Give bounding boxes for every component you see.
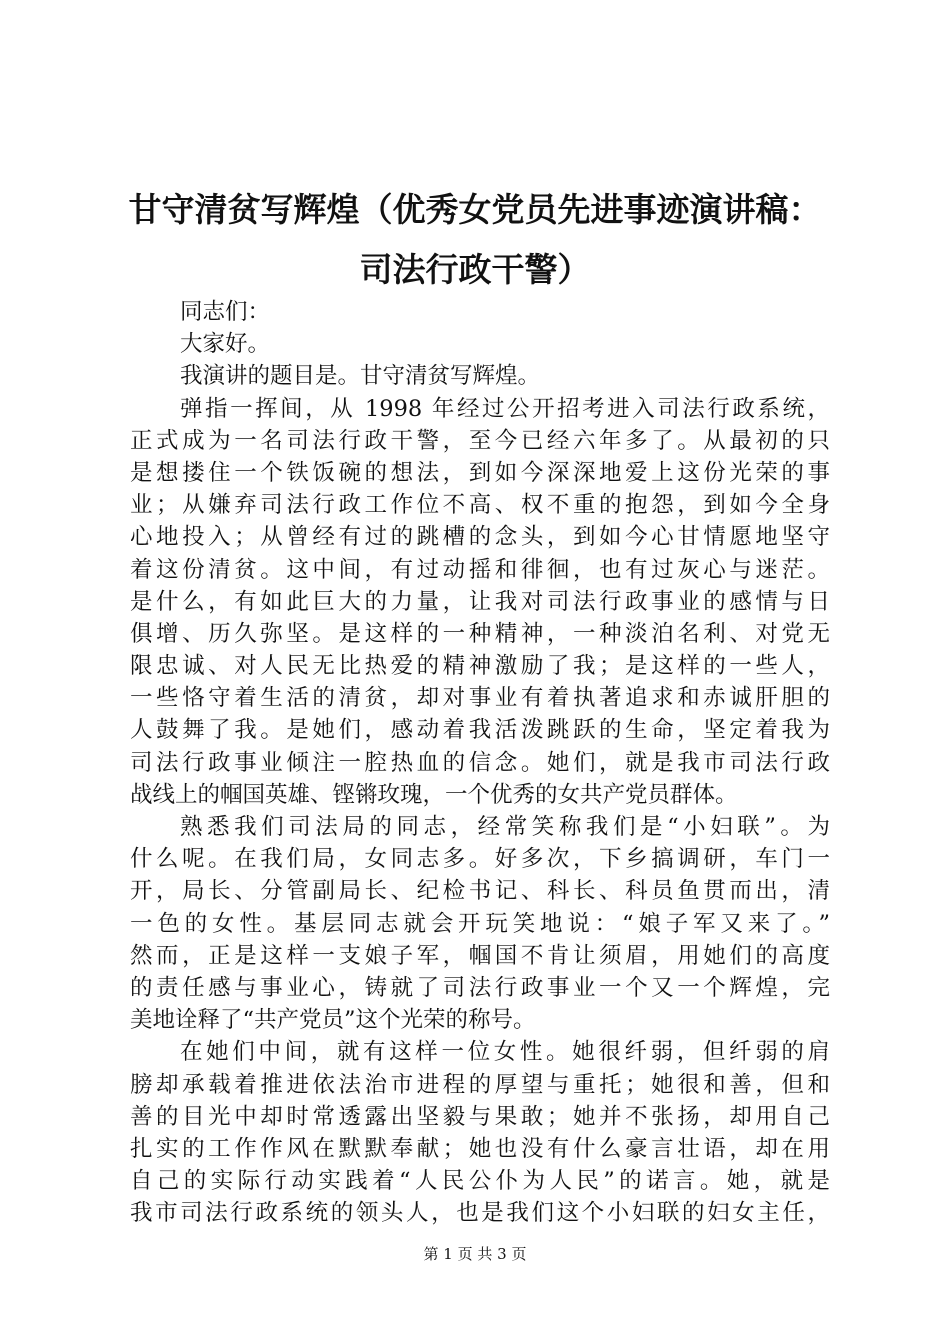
body-text-line: 我演讲的题目是。甘守清贫写辉煌。 [180,363,541,390]
page-footer: 第 1 页 共 3 页 [423,1245,527,1263]
body-text-line: 在她们中间，就有这样一位女性。她很纤弱，但纤弱的肩 [180,1039,830,1066]
body-text-line: 业；从嫌弃司法行政工作位不高、权不重的抱怨，到如今全身 [130,492,830,519]
body-text-line: 人鼓舞了我。是她们，感动着我活泼跳跃的生命，坚定着我为 [130,717,830,744]
body-text-line: 弹指一挥间，从 1998 年经过公开招考进入司法行政系统， [180,395,830,422]
body-text-line: 是什么，有如此巨大的力量，让我对司法行政事业的感情与日 [130,588,830,615]
body-text-line: 我市司法行政系统的领头人，也是我们这个小妇联的妇女主任， [130,1200,830,1227]
body-text-line: 的责任感与事业心，铸就了司法行政事业一个又一个辉煌，完 [130,974,830,1001]
body-text-line: 扎实的工作作风在默默奉献；她也没有什么豪言壮语，却在用 [130,1135,830,1162]
body-text-line: 着这份清贫。这中间，有过动摇和徘徊，也有过灰心与迷茫。 [130,556,830,583]
body-text-line: 善的目光中却时常透露出坚毅与果敢；她并不张扬，却用自己 [130,1103,830,1130]
body-text-line: 司法行政事业倾注一腔热血的信念。她们，就是我市司法行政 [130,749,830,776]
body-text-line: 大家好。 [180,331,271,358]
body-text-line: 是想搂住一个铁饭碗的想法，到如今深深地爱上这份光荣的事 [130,459,830,486]
body-text-line: 膀却承载着推进依法治市进程的厚望与重托；她很和善，但和 [130,1071,830,1098]
body-text-line: 美地诠释了“共产党员”这个光荣的称号。 [130,1007,536,1034]
body-text-line: 一些恪守着生活的清贫，却对事业有着执著追求和赤诚肝胆的 [130,685,830,712]
body-text-line: 熟悉我们司法局的同志，经常笑称我们是“小妇联”。为 [180,814,830,840]
document-body [130,296,830,1229]
body-text-line: 俱增、历久弥坚。是这样的一种精神，一种淡泊名利、对党无 [130,620,830,647]
document-title-line-1: 甘守清贫写辉煌（优秀女党员先进事迹演讲稿： [128,190,822,229]
body-text-line: 然而，正是这样一支娘子军，帼国不肯让须眉，用她们的高度 [130,942,830,969]
body-text-line: 一色的女性。基层同志就会开玩笑地说：“娘子军又来了。” [130,910,830,937]
body-text-line: 自己的实际行动实践着“人民公仆为人民”的诺言。她，就是 [130,1168,830,1195]
body-text-line: 什么呢。在我们局，女同志多。好多次，下乡搞调研，车门一 [130,846,830,873]
document-title-line-2: 司法行政干警） [359,250,591,289]
body-text-line: 同志们： [180,299,271,325]
body-text-line: 战线上的帼国英雄、铿锵玫瑰，一个优秀的女共产党员群体。 [130,781,738,808]
body-text-line: 心地投入；从曾经有过的跳槽的念头，到如今心甘情愿地坚守 [130,524,830,551]
body-text-line: 限忠诚、对人民无比热爱的精神激励了我；是这样的一些人， [130,653,830,680]
body-text-line: 正式成为一名司法行政干警，至今已经六年多了。从最初的只 [130,427,830,454]
body-text-line: 开，局长、分管副局长、纪检书记、科长、科员鱼贯而出，清 [130,878,830,905]
